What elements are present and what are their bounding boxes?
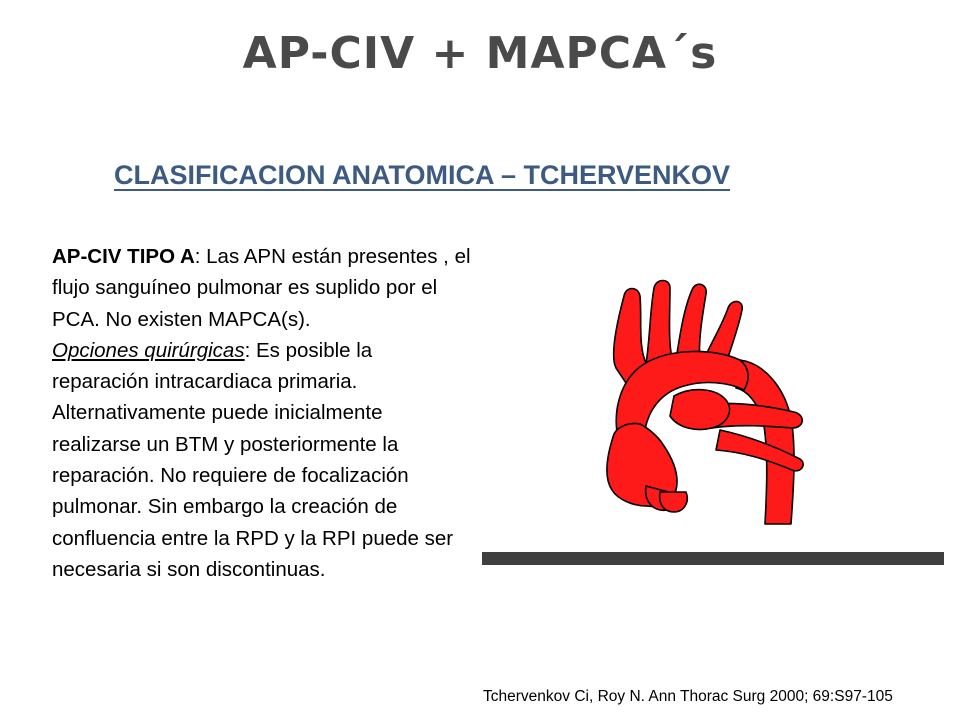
body-text [52, 241, 472, 585]
aortic-arch-diagram [588, 268, 838, 530]
pulmonary-segment [670, 390, 730, 430]
slide-title: AP-CIV + MAPCA´s [242, 28, 718, 79]
root-bulb-right [660, 492, 688, 512]
citation: Tchervenkov Ci, Roy N. Ann Thorac Surg 2000; 69:S97-105 [483, 688, 893, 705]
type-label: AP-CIV TIPO A [52, 245, 195, 268]
surgical-options-text: : Es posible la reparación intracardiaca primaria. Alternativamente puede inicialmente realizarse un BTM y posteriormente la reparación. No requiere de focalización pulmonar. Sin embargo la creación de confluencia entre la RPD y la RPI puede ser necesaria si son discontinuas. [52, 338, 454, 581]
type-description: : Las APN están presentes , el flujo sanguíneo pulmonar es suplido por el PCA. No existen MAPCA(s). [52, 245, 471, 331]
head-vessel-middle-right [676, 284, 706, 362]
horizontal-bar [482, 552, 944, 565]
classification-subtitle: CLASIFICACION ANATOMICA – TCHERVENKOV [114, 160, 731, 190]
head-vessel-middle-left [646, 281, 672, 365]
surgical-options-label: Opciones quirúrgicas [52, 338, 245, 362]
